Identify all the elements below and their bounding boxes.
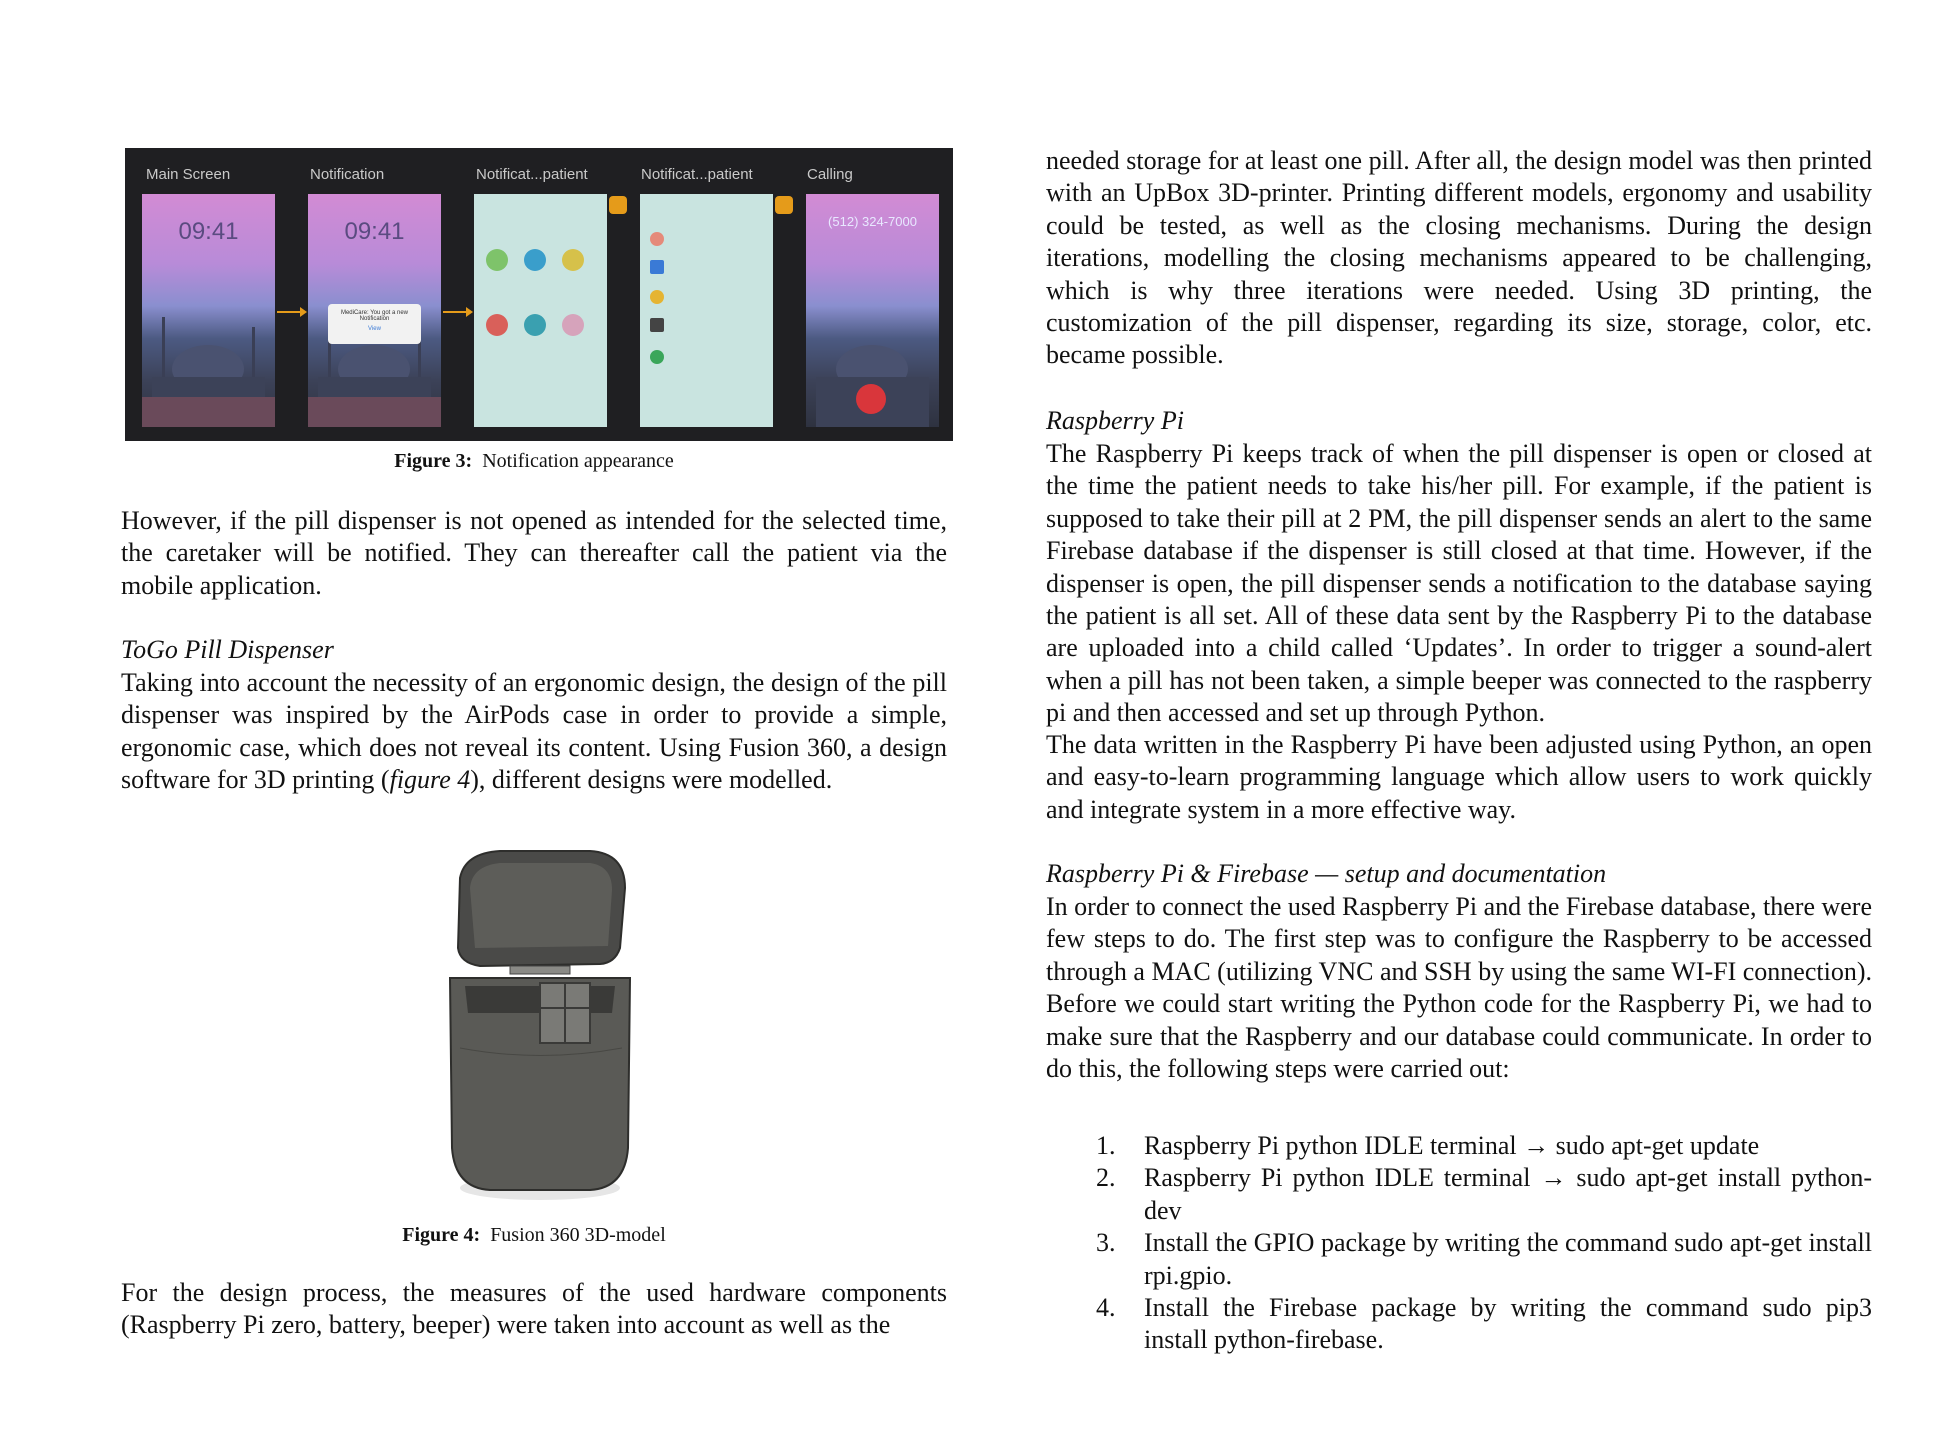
phone-calling <box>806 194 939 427</box>
screen-title-main: Main Screen <box>146 166 231 183</box>
patient-avatar <box>524 249 546 271</box>
notification-badge <box>609 196 627 214</box>
hang-up-icon <box>856 384 886 414</box>
figure-reference: figure 4 <box>389 765 471 795</box>
phone-icon <box>650 350 664 364</box>
pill-icon <box>650 232 664 246</box>
screen-title-notification: Notification <box>310 166 385 183</box>
notification-text: MediCare: You got a new Notification <box>340 310 409 322</box>
phone-patient-detail <box>640 194 773 427</box>
clock-icon <box>650 290 664 304</box>
paragraph: needed storage for at least one pill. After all, the design model was then printed with an UpBox 3D-printer. Printing different models, ergonomy and usability could be tested, as well as the closing mechanisms. During the design iterations, modelling the closing mechanisms appeared to be challenging, which is why three iterations were needed. Using 3D printing, the customization of the pill dispenser, regarding its size, storage, color, etc. became possible. <box>1046 146 1872 370</box>
figure-3-caption <box>121 449 947 473</box>
steps-list <box>1046 1130 1872 1357</box>
paragraph: The Raspberry Pi keeps track of when the pill dispenser is open or closed at the time the patient needs to take his/her pill. For example, if the patient is supposed to take their pill at 2 PM, the pill dispenser sends an alert to the same Firebase database if the dispenser is still closed at that time. However, if the dispenser is open, the pill dispenser sends a notification to the database saying the patient is all set. All of these data sent by the Raspberry Pi to the database are uploaded into a child called ‘Updates’. In order to trigger a sound-alert when a pill has not been taken, a simple beeper was connected to the raspberry pi and then accessed and set up through Python. <box>1046 439 1872 728</box>
list-item <box>1046 1227 1872 1292</box>
list-number: 3. <box>1096 1228 1116 1258</box>
caption-text: Notification appearance <box>482 450 674 472</box>
notification-view: View <box>368 326 381 332</box>
phone-notification <box>308 194 441 427</box>
paragraph: However, if the pill dispenser is not opened as intended for the selected time, the caretaker will be notified. They can thereafter call the patient via the mobile application. <box>121 506 947 600</box>
list-text: Install the Firebase package by writing the command sudo pip3 install python-firebase. <box>1144 1293 1872 1355</box>
screen-title-notif-patient-2: Notificat...patient <box>641 166 753 183</box>
list-text: Install the GPIO package by writing the command sudo apt-get install rpi.gpio. <box>1144 1228 1872 1290</box>
lock-time: 09:41 <box>178 218 239 245</box>
screen-title-calling: Calling <box>807 166 853 183</box>
screen-title-notif-patient-1: Notificat...patient <box>476 166 588 183</box>
figure-3-image <box>125 148 953 441</box>
list-number: 1. <box>1096 1131 1116 1160</box>
patient-avatar <box>486 314 508 336</box>
list-number: 4. <box>1096 1293 1116 1323</box>
notification-popup <box>328 304 421 344</box>
list-text: Raspberry Pi python IDLE terminal → sudo apt-get update <box>1144 1131 1760 1160</box>
section-heading: Raspberry Pi <box>1046 406 1184 435</box>
lock-time: 09:41 <box>344 218 405 245</box>
list-item <box>1046 1130 1872 1162</box>
list-item <box>1046 1162 1872 1227</box>
calendar-icon <box>650 260 664 274</box>
section-heading: ToGo Pill Dispenser <box>121 635 334 664</box>
phone-patient-list <box>474 194 607 427</box>
figure-4-caption <box>121 1223 947 1247</box>
caption-label: Figure 4: <box>402 1224 481 1246</box>
paragraph: For the design process, the measures of the used hardware components (Raspberry Pi zero, battery, beeper) were taken into account as well as the <box>121 1278 947 1340</box>
paragraph <box>121 667 947 797</box>
section-heading: Raspberry Pi & Firebase — setup and documentation <box>1046 859 1607 888</box>
paragraph: The data written in the Raspberry Pi have been adjusted using Python, an open and easy-to-learn programming language which allow users to work quickly and integrate system in a more effective way. <box>1046 730 1872 824</box>
flow-arrow <box>277 311 305 313</box>
paragraph-text: Taking into account the necessity of an ergonomic design, the design of the pill dispenser was inspired by the AirPods case in order to provide a simple, ergonomic case, which does not reveal its content. Using Fusion 360, a design software for 3D printing ( <box>121 668 947 795</box>
flow-arrow <box>443 311 471 313</box>
notification-badge <box>775 196 793 214</box>
list-number: 2. <box>1096 1163 1116 1193</box>
patient-avatar <box>486 249 508 271</box>
figure-4-3d-model <box>440 848 640 1208</box>
paragraph: In order to connect the used Raspberry Pi and the Firebase database, there were few steps to do. The first step was to configure the Raspberry to be accessed through a MAC (utilizing VNC and SSH by using the same WI-FI connection). Before we could start writing the Python code for the Raspberry Pi, we had to make sure that the Raspberry and our database could communicate. In order to do this, the following steps were carried out: <box>1046 892 1872 1084</box>
patient-avatar <box>562 314 584 336</box>
patient-avatar <box>524 314 546 336</box>
patient-avatar <box>562 249 584 271</box>
caption-label: Figure 3: <box>394 450 473 472</box>
list-text: Raspberry Pi python IDLE terminal → sudo apt-get install python-dev <box>1144 1163 1872 1225</box>
list-item <box>1046 1292 1872 1357</box>
alert-icon <box>650 318 664 332</box>
phone-number: (512) 324-7000 <box>828 214 917 229</box>
mosque-illustration <box>142 307 275 427</box>
caption-text: Fusion 360 3D-model <box>490 1224 666 1246</box>
phone-main-screen <box>142 194 275 427</box>
paragraph-text: ), different designs were modelled. <box>470 765 833 795</box>
